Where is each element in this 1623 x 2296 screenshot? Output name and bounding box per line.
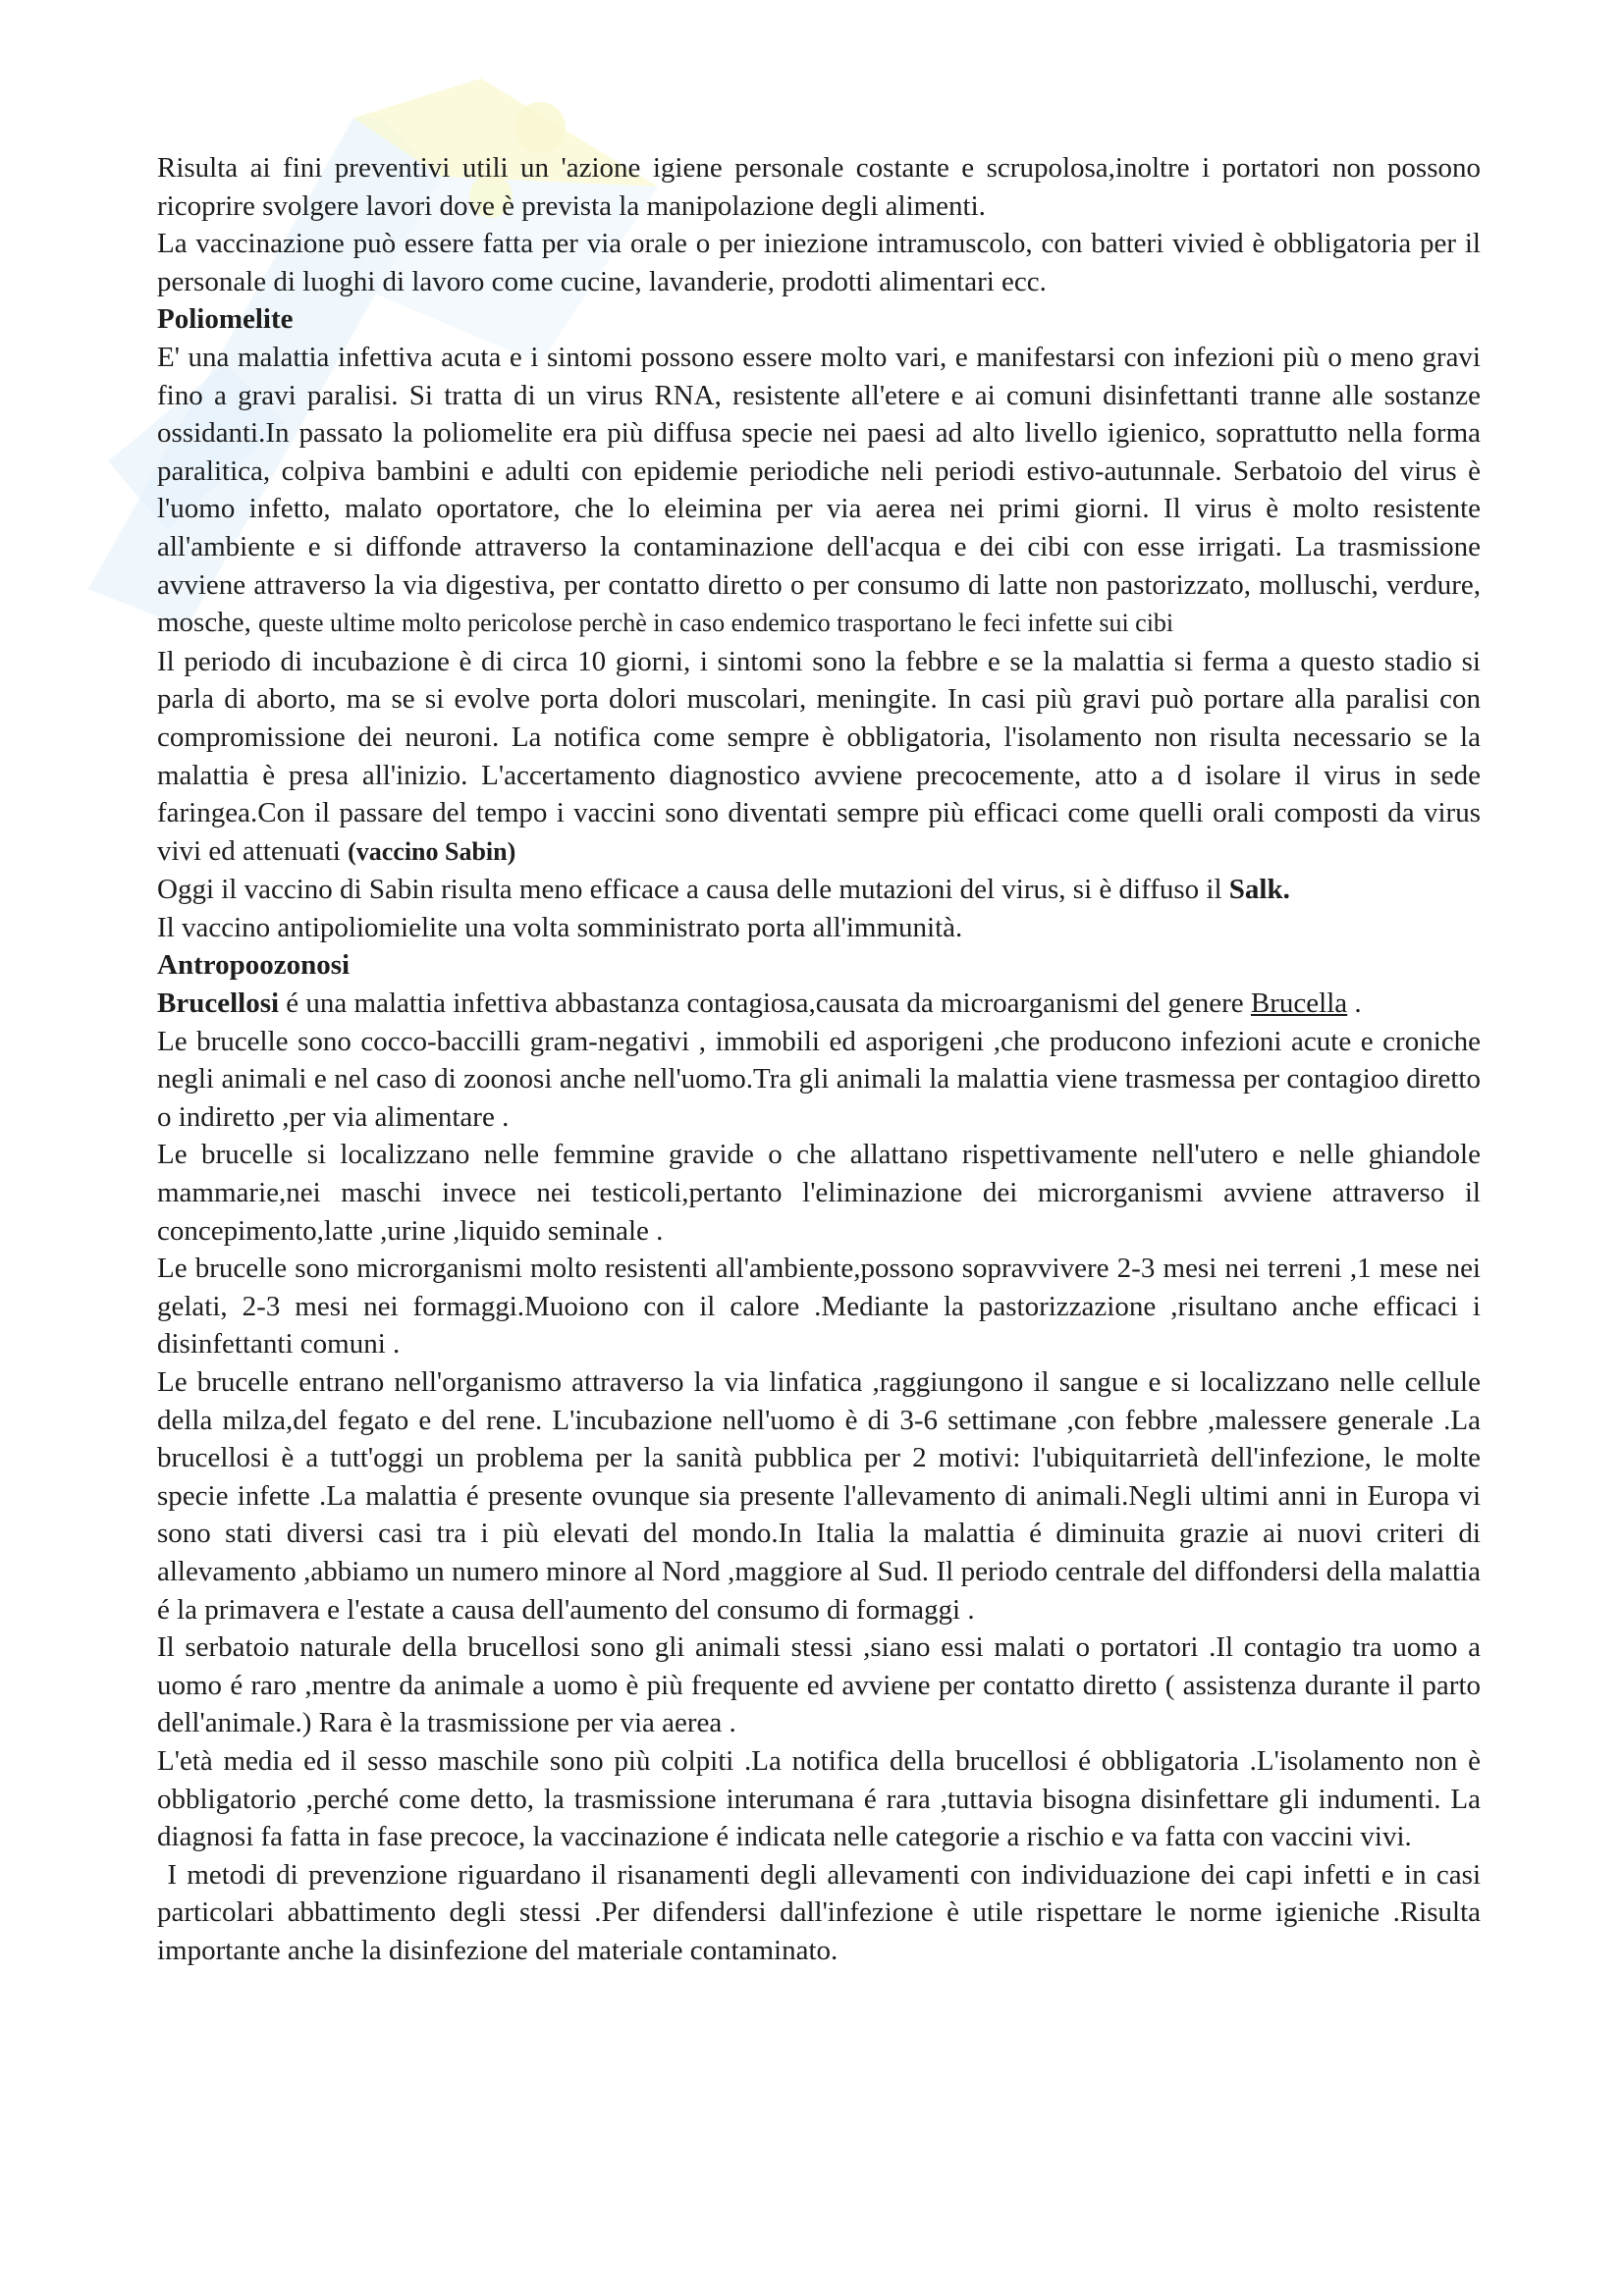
brucellosi-paragraph: Le brucelle sono microrganismi molto resistenti all'ambiente,possono sopravvivere 2-3 mesi nei terreni ,1 mese nei gelati, 2-3 mesi nei formaggi.Muoiono con il calore .Mediante la pastorizzazione ,risultano anche efficaci i disinfettanti comuni . [157,1253,1481,1361]
section-heading-poliomelite: Poliomelite [157,303,294,336]
polio-paragraph-1-small-text: queste ultime molto pericolose perchè in caso endemico trasportano le feci infette sui cibi [258,609,1174,638]
vaccine-salk-label: Salk. [1228,874,1290,906]
polio-paragraph-3 [157,871,1481,909]
brucellosi-paragraph: Il serbatoio naturale della brucellosi sono gli animali stessi ,siano essi malati o portatori .Il contagio tra uomo a uomo é raro ,mentre da animale a uomo è più frequente ed avviene per contatto diretto ( assistenza durante il parto dell'animale.) Rara è la trasmissione per via aerea . [157,1631,1481,1739]
brucella-genus-end: . [1347,988,1362,1020]
brucella-genus: Brucella [1250,988,1348,1020]
polio-paragraph-1-text: E' una malattia infettiva acuta e i sintomi possono essere molto vari, e manifestarsi con infezioni più o meno gravi fino a gravi paralisi. Si tratta di un virus RNA, resistente all'etere e ai comuni disinfettanti tranne alle sostanze ossidanti.In passato la poliomelite era più diffusa specie nei paesi ad alto livello igienico, soprattutto nella forma paralitica, colpiva bambini e adulti con epidemie periodiche neli periodi estivo-autunnale. Serbatoio del virus è l'uomo infetto, malato oportatore, che lo eleimina per via aerea nei primi giorni. Il virus è molto resistente all'ambiente e si diffonde attraverso la contaminazione dell'acqua e dei cibi con esse irrigati. La trasmissione avviene attraverso la via digestiva, per contatto diretto o per consumo di latte non pastorizzato, molluschi, verdure, mosche, [157,341,1481,639]
vaccine-sabin-label: (vaccino Sabin) [348,836,516,866]
section-heading-antropoozonosi: Antropoozonosi [157,949,351,982]
brucellosi-paragraph: Le brucelle sono cocco-baccilli gram-negativi , immobili ed asporigeni ,che producono infezioni acute e croniche negli animali e nel caso di zoonosi anche nell'uomo.Tra gli animali la malattia viene trasmessa per contagioo diretto o indiretto ,per via alimentare . [157,1025,1481,1133]
polio-paragraph-1 [157,339,1481,643]
brucellosi-term: Brucellosi [157,988,280,1020]
brucellosi-paragraph: Le brucelle entrano nell'organismo attraverso la via linfatica ,raggiungono il sangue e si localizzano nelle cellule della milza,del fegato e del rene. L'incubazione nell'uomo è di 3-6 settimane ,con febbre ,malessere generale .La brucellosi è a tutt'oggi un problema per la sanità pubblica per 2 motivi: l'ubiquitarrietà dell'infezione, le molte specie infette .La malattia é presente ovunque sia presente l'allevamento di animali.Negli ultimi anni in Europa vi sono stati diversi casi tra i più elevati del mondo.In Italia la malattia é diminuita grazie ai nuovi criteri di allevamento ,abbiamo un numero minore al Nord ,maggiore al Sud. Il periodo centrale del diffondersi della malattia é la primavera e l'estate a causa dell'aumento del consumo di formaggi . [157,1366,1481,1626]
brucellosi-intro [157,985,1481,1023]
vaccination-paragraph: La vaccinazione può essere fatta per via orale o per iniezione intramuscolo, con batteri vivied è obbligatoria per il personale di luoghi di lavoro come cucine, lavanderie, prodotti alimentari ecc. [157,228,1481,297]
intro-paragraph: Risulta ai fini preventivi utili un 'azione igiene personale costante e scrupolosa,inoltre i portatori non possono ricoprire svolgere lavori dove è prevista la manipolazione degli alimenti. [157,152,1481,222]
brucellosi-intro-text: é una malattia infettiva abbastanza contagiosa,causata da microarganismi del genere [286,988,1244,1020]
brucellosi-paragraph: L'età media ed il sesso maschile sono più colpiti .La notifica della brucellosi é obbligatoria .L'isolamento non è obbligatorio ,perché come detto, la trasmissione interumana é rara ,tuttavia bisogna disinfettare gli indumenti. La diagnosi fa fatta in fase precoce, la vaccinazione é indicata nelle categorie a rischio e va fatta con vaccini vivi. [157,1744,1481,1853]
polio-paragraph-3-text: Oggi il vaccino di Sabin risulta meno efficace a causa delle mutazioni del virus, si è diffuso il [157,874,1222,906]
document-body [157,149,1488,1970]
polio-paragraph-2-text: Il periodo di incubazione è di circa 10 giorni, i sintomi sono la febbre e se la malattia si ferma a questo stadio si parla di aborto, ma se si evolve porta dolori muscolari, meningite. In casi più gravi può portare alla paralisi con compromissione dei neuroni. La notifica come sempre è obbligatoria, l'isolamento non risulta necessario se la malattia è presa all'inizio. L'accertamento diagnostico avviene precocemente, atto a d isolare il virus in sede faringea.Con il passare del tempo i vaccini sono diventati sempre più efficaci come quelli orali composti da virus vivi ed attenuati [157,645,1481,867]
polio-paragraph-2 [157,643,1481,872]
brucellosi-paragraph: Le brucelle si localizzano nelle femmine gravide o che allattano rispettivamente nell'utero e nelle ghiandole mammarie,nei maschi invece nei testicoli,pertanto l'eliminazione dei microrganismi avviene attraverso il concepimento,latte ,urine ,liquido seminale . [157,1139,1481,1247]
polio-paragraph-4: Il vaccino antipoliomielite una volta somministrato porta all'immunità. [157,911,963,943]
brucellosi-paragraph: I metodi di prevenzione riguardano il risanamenti degli allevamenti con individuazione dei capi infetti e in casi particolari abbattimento degli stessi .Per difendersi dall'infezione è utile rispettare le norme igieniche .Risulta importante anche la disinfezione del materiale contaminato. [157,1858,1488,1966]
